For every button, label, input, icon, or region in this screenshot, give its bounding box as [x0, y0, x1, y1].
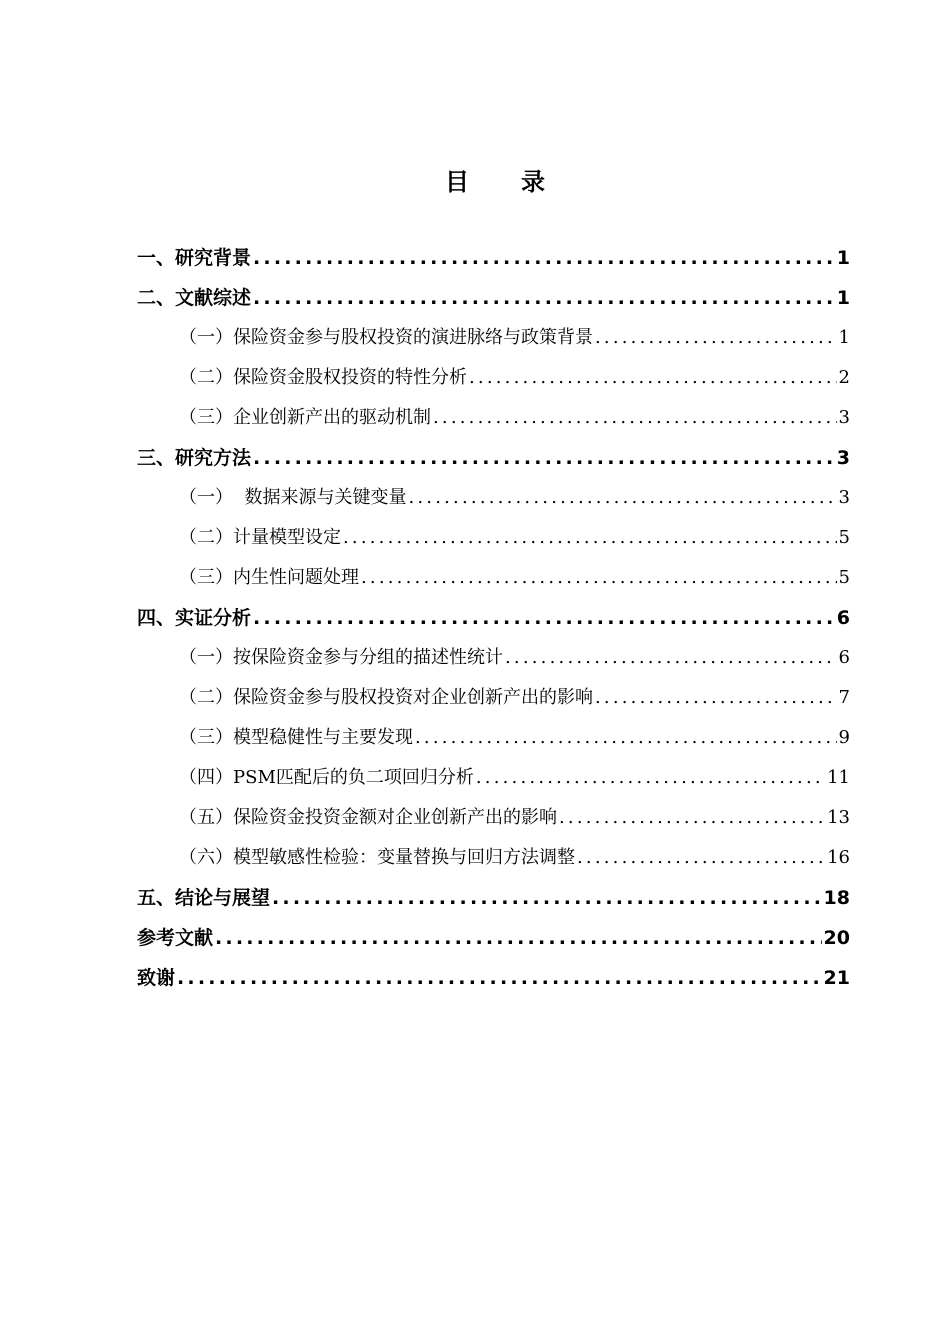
toc-page-number: 9: [838, 727, 850, 748]
toc-dot-leader: [595, 318, 837, 358]
toc-entry-4-4[interactable]: [137, 758, 850, 798]
toc-page-number: 1: [836, 287, 850, 309]
toc-entry-4-5[interactable]: [137, 798, 850, 838]
toc-entry-conclusion[interactable]: [137, 878, 850, 918]
toc-page-number: 7: [838, 687, 850, 708]
toc-entry-label: （一） 数据来源与关键变量: [179, 487, 407, 508]
toc-entry-literature-review[interactable]: [137, 278, 850, 318]
toc-page-number: 3: [838, 487, 850, 508]
toc-page-number: 5: [838, 567, 850, 588]
toc-dot-leader: [559, 798, 825, 838]
toc-dot-leader: [433, 398, 837, 438]
toc-dot-leader: [577, 838, 825, 878]
toc-entry-label: 四、实证分析: [137, 607, 252, 629]
toc-dot-leader: [253, 438, 835, 478]
toc-page-number: 11: [827, 767, 850, 788]
toc-entry-label: （六）模型敏感性检验：变量替换与回归方法调整: [179, 847, 575, 868]
toc-entry-2-2[interactable]: [137, 358, 850, 398]
toc-page-number: 20: [823, 927, 850, 949]
toc-entry-label: （三）内生性问题处理: [179, 567, 359, 588]
table-of-contents: [137, 238, 850, 998]
toc-dot-leader: [469, 358, 837, 398]
toc-dot-leader: [253, 238, 835, 278]
toc-page-number: 1: [838, 327, 850, 348]
toc-dot-leader: [343, 518, 837, 558]
toc-entry-label: 参考文献: [137, 927, 214, 949]
toc-page-number: 3: [836, 447, 850, 469]
toc-entry-3-3[interactable]: [137, 558, 850, 598]
toc-page-number: 1: [836, 247, 850, 269]
toc-entry-2-1[interactable]: [137, 318, 850, 358]
toc-entry-empirical-analysis[interactable]: [137, 598, 850, 638]
toc-entry-label: （一）保险资金参与股权投资的演进脉络与政策背景: [179, 327, 593, 348]
toc-entry-2-3[interactable]: [137, 398, 850, 438]
toc-entry-label: 二、文献综述: [137, 287, 252, 309]
toc-entry-4-1[interactable]: [137, 638, 850, 678]
toc-dot-leader: [272, 878, 822, 918]
toc-entry-label: 五、结论与展望: [137, 887, 271, 909]
toc-heading-char-1: 目: [445, 168, 469, 196]
toc-dot-leader: [505, 638, 837, 678]
toc-heading: [0, 162, 950, 197]
toc-entry-label: （五）保险资金投资金额对企业创新产出的影响: [179, 807, 557, 828]
toc-entry-label: 致谢: [137, 967, 176, 989]
toc-entry-label: （一）按保险资金参与分组的描述性统计: [179, 647, 503, 668]
toc-page-number: 16: [827, 847, 850, 868]
toc-entry-label: 三、研究方法: [137, 447, 252, 469]
toc-dot-leader: [177, 958, 822, 998]
toc-page-number: 6: [836, 607, 850, 629]
toc-dot-leader: [215, 918, 822, 958]
toc-page-number: 5: [838, 527, 850, 548]
toc-entry-3-1[interactable]: [137, 478, 850, 518]
toc-entry-acknowledgements[interactable]: [137, 958, 850, 998]
toc-entry-references[interactable]: [137, 918, 850, 958]
toc-entry-label: （二）计量模型设定: [179, 527, 341, 548]
toc-page-number: 3: [838, 407, 850, 428]
toc-entry-4-6[interactable]: [137, 838, 850, 878]
toc-page-number: 13: [827, 807, 850, 828]
toc-dot-leader: [361, 558, 837, 598]
toc-page-number: 6: [838, 647, 850, 668]
toc-page-number: 2: [838, 367, 850, 388]
toc-entry-research-background[interactable]: [137, 238, 850, 278]
toc-entry-label: （二）保险资金参与股权投资对企业创新产出的影响: [179, 687, 593, 708]
toc-entry-label: （三）模型稳健性与主要发现: [179, 727, 413, 748]
toc-dot-leader: [253, 598, 835, 638]
toc-page-number: 21: [823, 967, 850, 989]
toc-entry-label: （二）保险资金股权投资的特性分析: [179, 367, 467, 388]
toc-entry-4-3[interactable]: [137, 718, 850, 758]
toc-dot-leader: [595, 678, 837, 718]
toc-entry-label: （四）PSM匹配后的负二项回归分析: [179, 767, 474, 788]
toc-heading-char-2: 录: [521, 168, 545, 196]
toc-entry-4-2[interactable]: [137, 678, 850, 718]
toc-dot-leader: [476, 758, 825, 798]
toc-entry-3-2[interactable]: [137, 518, 850, 558]
toc-page-number: 18: [823, 887, 850, 909]
toc-entry-label: （三）企业创新产出的驱动机制: [179, 407, 431, 428]
toc-dot-leader: [408, 478, 836, 518]
toc-dot-leader: [415, 718, 837, 758]
toc-dot-leader: [253, 278, 835, 318]
toc-entry-label: 一、研究背景: [137, 247, 252, 269]
toc-entry-research-methods[interactable]: [137, 438, 850, 478]
